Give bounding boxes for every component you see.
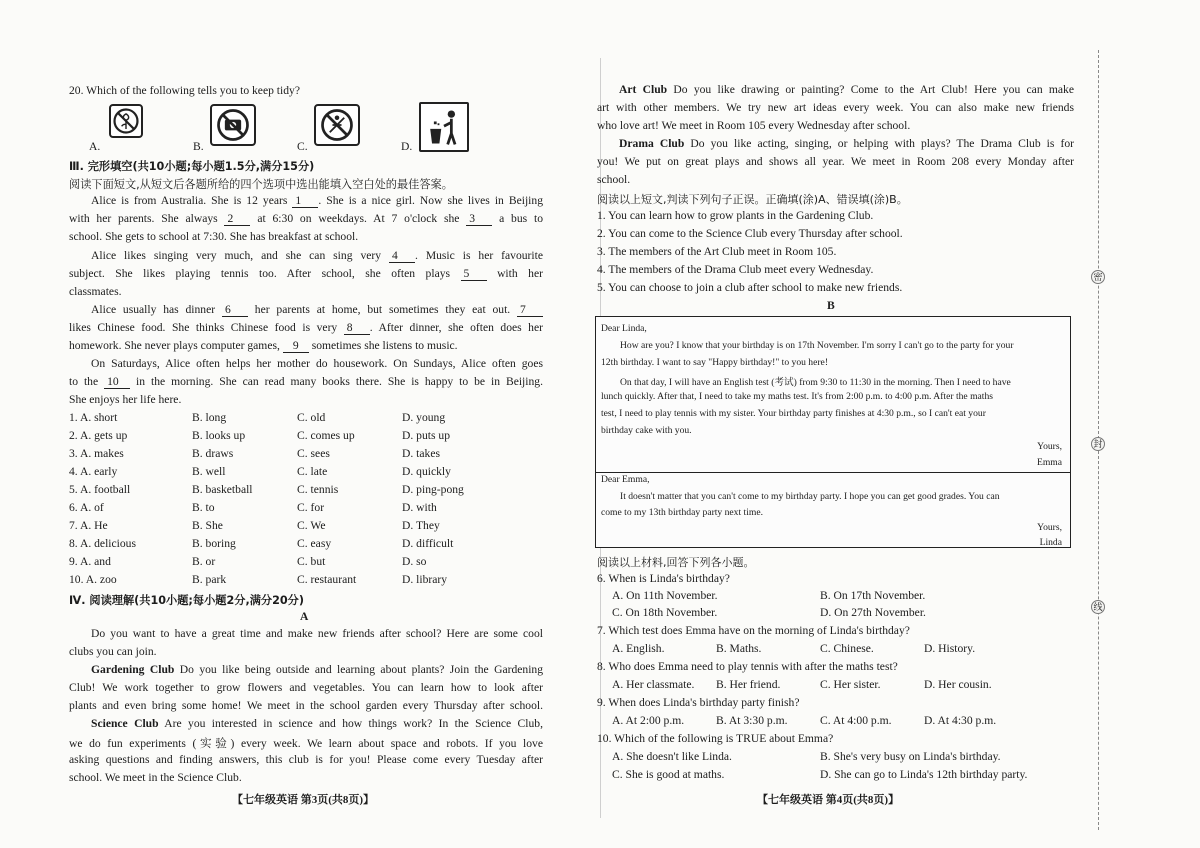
mc-option: B. She's very busy on Linda's birthday. <box>820 750 1001 763</box>
reading-a-line: art with other members. We try new art ideas every week. You can also make new friends <box>597 101 1074 114</box>
reading-a-line: Drama Club Do you like acting, singing, or helping with plays? The Drama Club is for <box>619 137 1074 150</box>
cloze-option-row: 5. A. football B. basketball C. tennis D. ping-pong <box>69 483 464 496</box>
q20-option-a-letter: A. <box>89 140 101 153</box>
part-a-heading: A <box>300 610 309 623</box>
blank-9: 9 <box>283 339 309 353</box>
reading-a-line: plants and even bring some home! We meet in the school garden every Thursday after school. <box>69 699 543 712</box>
passage-line: On Saturdays, Alice often helps her mother do housework. On Sundays, Alice often goes <box>91 357 543 370</box>
mc-question: 10. Which of the following is TRUE about Emma? <box>597 732 834 745</box>
passage-line: homework. She never plays computer games, 9 sometimes she listens to music. <box>69 339 458 352</box>
passage-line: with her parents. She always 2 at 6:30 on weekdays. At 7 o'clock she 3 a bus to <box>69 212 544 225</box>
passage-line: Alice is from Australia. She is 12 years 1 . She is a nice girl. Now she lives in Beijing <box>91 194 543 207</box>
letter1-signature: Emma <box>1036 457 1062 468</box>
passage-line: subject. She likes playing tennis too. After school, she often plays 5 with her <box>69 267 543 280</box>
passage-line: She enjoys her life here. <box>69 393 182 406</box>
reading-a-line: clubs you can join. <box>69 645 157 658</box>
mc-option: C. On 18th November. <box>612 606 718 619</box>
blank-1: 1 <box>292 194 318 208</box>
letter1-closing: Yours, <box>1037 441 1062 452</box>
cloze-option-row: 6. A. of B. to C. for D. with <box>69 501 437 514</box>
mc-option: D. History. <box>924 642 976 655</box>
reading-a-line: school. <box>597 173 631 186</box>
q20-option-c-letter: C. <box>297 140 308 153</box>
right-page-footer: 【七年级英语 第4页(共8页)】 <box>757 794 900 806</box>
mc-option: D. On 27th November. <box>820 606 926 619</box>
mc-option: B. Maths. <box>716 642 762 655</box>
mc-option: C. Chinese. <box>820 642 874 655</box>
mc-option: B. On 17th November. <box>820 589 926 602</box>
reading-a-line: Gardening Club Do you like being outside and learning about plants? Join the Gardening <box>91 663 544 676</box>
cloze-option-row: 2. A. gets up B. looks up C. comes up D. puts up <box>69 429 450 442</box>
reading-a-line: asking questions and finding answers, this club is for you! Please come every Tuesday after <box>69 753 543 766</box>
margin-mark-seal: 线 <box>1091 600 1105 614</box>
blank-10: 10 <box>104 375 130 389</box>
true-false-item: 2. You can come to the Science Club every Thursday after school. <box>597 227 903 240</box>
letter1-line: test, I need to play tennis with my sister. Your birthday party finishes at 4:30 p.m., so I can't eat your <box>601 408 986 419</box>
mc-option: A. On 11th November. <box>612 589 718 602</box>
cloze-option-row: 4. A. early B. well C. late D. quickly <box>69 465 451 478</box>
cloze-option-row: 9. A. and B. or C. but D. so <box>69 555 427 568</box>
passage-line: classmates. <box>69 285 122 298</box>
reading-a-line: Art Club Do you like drawing or painting? Come to the Art Club! Here you can make <box>619 83 1074 96</box>
mc-option: A. Her classmate. <box>612 678 695 691</box>
section4-title: Ⅳ. 阅读理解(共10小题;每小题2分,满分20分) <box>69 594 304 607</box>
passage-line: school. She gets to school at 7:30. She has breakfast at school. <box>69 230 359 243</box>
passage-line: to the 10 in the morning. She can read many books there. She is happy to be in Beijing. <box>69 375 543 388</box>
reading-a-line: school. We meet in the Science Club. <box>69 771 242 784</box>
passage-line: Alice usually has dinner 6 her parents at home, but sometimes they eat out. 7 <box>69 303 543 317</box>
mc-instruction: 阅读以上材料,回答下列各小题。 <box>597 556 755 569</box>
reading-a-line: we do fun experiments (实验) every week. We learn about space and robots. If you love <box>69 737 543 750</box>
q20-option-b-letter: B. <box>193 140 204 153</box>
letter1-line: How are you? I know that your birthday is on 17th November. I'm sorry I can't go to the party for your <box>620 340 1014 351</box>
blank-2: 2 <box>224 212 250 226</box>
no-climbing-sign-icon <box>314 104 360 146</box>
letter2-line: come to my 13th birthday party next time. <box>601 507 763 518</box>
blank-4: 4 <box>389 249 415 263</box>
art-club-name: Art Club <box>619 83 668 96</box>
letters-box <box>595 316 1071 548</box>
mc-option: D. Her cousin. <box>924 678 992 691</box>
reading-a-line: Science Club Are you interested in science and how things work? In the Science Club, <box>91 717 543 730</box>
cloze-option-row: 8. A. delicious B. boring C. easy D. difficult <box>69 537 454 550</box>
cloze-option-row: 10. A. zoo B. park C. restaurant D. library <box>69 573 448 586</box>
mc-option: A. At 2:00 p.m. <box>612 714 685 727</box>
letter2-greeting: Dear Emma, <box>601 474 650 485</box>
letter1-line: 12th birthday. I want to say "Happy birthday!" to you here! <box>601 357 829 368</box>
section3-title: Ⅲ. 完形填空(共10小题;每小题1.5分,满分15分) <box>69 160 315 173</box>
margin-mark-seal: 密 <box>1091 270 1105 284</box>
true-false-item: 1. You can learn how to grow plants in the Gardening Club. <box>597 209 874 222</box>
reading-a-line: Club! We work together to grow flowers and vegetables. You can learn how to look after <box>69 681 543 694</box>
reading-a-line: Do you want to have a great time and make new friends after school? Here are some cool <box>91 627 543 640</box>
mc-question: 8. Who does Emma need to play tennis with after the maths test? <box>597 660 898 673</box>
mc-question: 9. When does Linda's birthday party finish? <box>597 696 800 709</box>
letter1-line: On that day, I will have an English test (考试) from 9:30 to 11:30 in the morning. Then I need to have <box>620 377 1011 388</box>
passage-line: likes Chinese food. She thinks Chinese food is very 8 . After dinner, she often does her <box>69 321 543 334</box>
letter1-line: lunch quickly. After that, I need to take my maths test. It's from 2:00 p.m. to 4:00 p.m. After the maths <box>601 391 993 402</box>
letter2-closing: Yours, <box>1037 522 1062 533</box>
blank-5: 5 <box>461 267 487 281</box>
mc-option: D. At 4:30 p.m. <box>924 714 997 727</box>
mc-option: A. English. <box>612 642 665 655</box>
cloze-option-row: 7. A. He B. She C. We D. They <box>69 519 440 532</box>
cloze-option-row: 3. A. makes B. draws C. sees D. takes <box>69 447 440 460</box>
mc-option: C. She is good at maths. <box>612 768 725 781</box>
true-false-item: 4. The members of the Drama Club meet every Wednesday. <box>597 263 874 276</box>
true-false-item: 3. The members of the Art Club meet in Room 105. <box>597 245 837 258</box>
true-false-instruction: 阅读以上短文,判读下列句子正误。正确填(涂)A、错误填(涂)B。 <box>597 193 908 206</box>
mc-option: B. Her friend. <box>716 678 781 691</box>
mc-question: 7. Which test does Emma have on the morning of Linda's birthday? <box>597 624 910 637</box>
letter-divider <box>596 472 1070 473</box>
q20-option-d-letter: D. <box>401 140 413 153</box>
mc-option: C. Her sister. <box>820 678 881 691</box>
letter2-signature: Linda <box>1039 537 1062 548</box>
litter-bin-sign-icon <box>419 102 469 152</box>
drama-club-name: Drama Club <box>619 137 685 150</box>
mc-option: C. At 4:00 p.m. <box>820 714 892 727</box>
margin-mark-seal: 封 <box>1091 437 1105 451</box>
cloze-option-row: 1. A. short B. long C. old D. young <box>69 411 446 424</box>
q20-question: 20. Which of the following tells you to keep tidy? <box>69 84 300 97</box>
gardening-club-name: Gardening Club <box>91 663 175 676</box>
blank-6: 6 <box>222 303 248 317</box>
letter1-greeting: Dear Linda, <box>601 323 647 334</box>
mc-question: 6. When is Linda's birthday? <box>597 572 730 585</box>
no-flowers-sign-icon <box>109 104 143 138</box>
section3-instruction: 阅读下面短文,从短文后各题所给的四个选项中选出能填入空白处的最佳答案。 <box>69 178 453 191</box>
letter2-line: It doesn't matter that you can't come to my birthday party. I hope you can get good grades. You can <box>620 491 1000 502</box>
part-b-heading: B <box>827 299 835 312</box>
mc-option: D. She can go to Linda's 12th birthday party. <box>820 768 1028 781</box>
reading-a-line: who love art! We meet in Room 105 every Wednesday after school. <box>597 119 911 132</box>
blank-3: 3 <box>466 212 492 226</box>
blank-7: 7 <box>517 303 543 317</box>
mc-option: B. At 3:30 p.m. <box>716 714 788 727</box>
true-false-item: 5. You can choose to join a club after school to make new friends. <box>597 281 903 294</box>
letter1-line: birthday cake with you. <box>601 425 692 436</box>
science-club-name: Science Club <box>91 717 159 730</box>
no-photography-sign-icon <box>210 104 256 146</box>
passage-line: Alice likes singing very much, and she can sing very 4 . Music is her favourite <box>91 249 543 262</box>
left-page-footer: 【七年级英语 第3页(共8页)】 <box>232 794 375 806</box>
blank-8: 8 <box>344 321 370 335</box>
reading-a-line: you! We put on great plays and shows all year. We meet in Room 208 every Monday after <box>597 155 1074 168</box>
mc-option: A. She doesn't like Linda. <box>612 750 732 763</box>
